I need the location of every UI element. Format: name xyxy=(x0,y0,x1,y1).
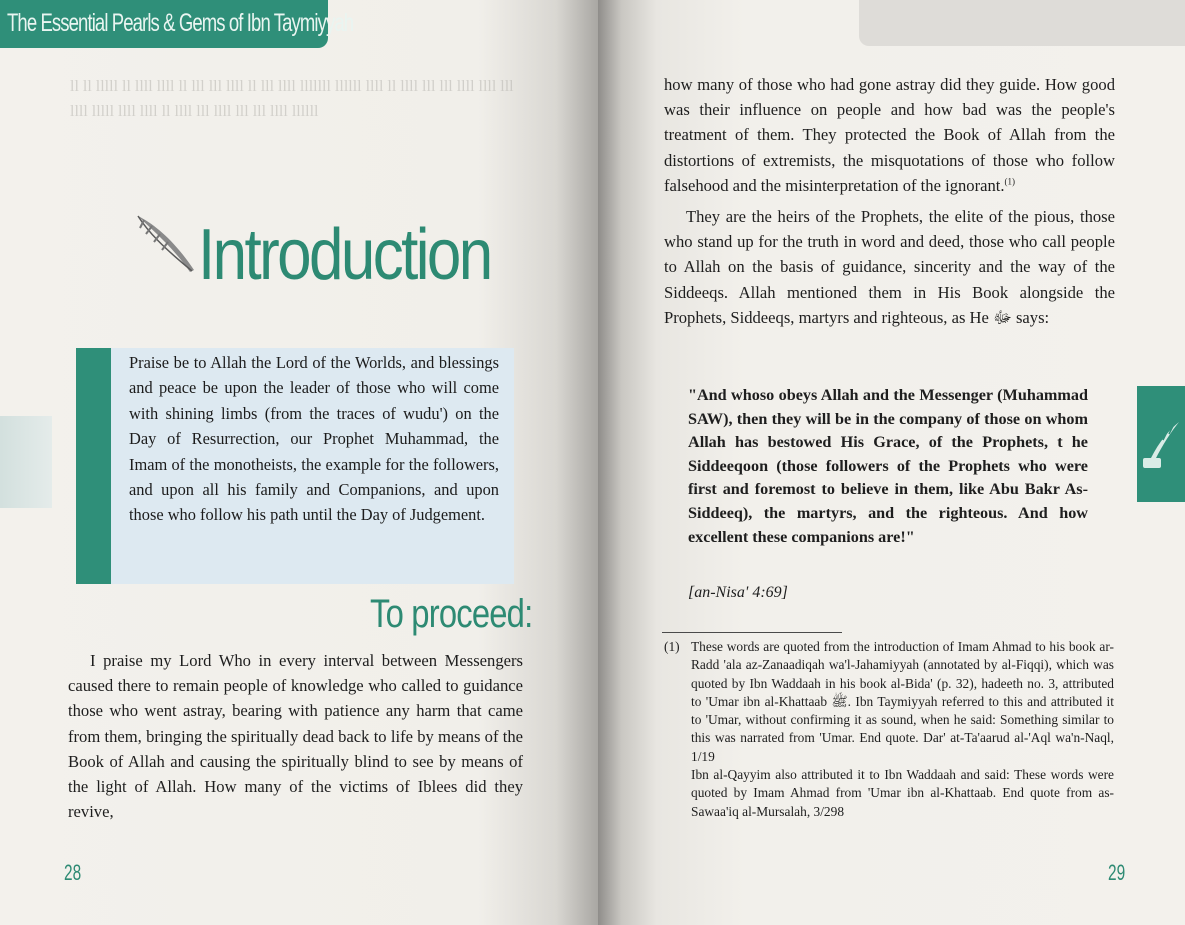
chapter-title: Introduction xyxy=(198,215,491,295)
left-body-paragraph: I praise my Lord Who in every interval between Messengers caused there to remain people of knowledge who called to guidance those who went astray, bearing with patience any harm that came from them, bringing the spiritually dead back to life by means of the Book of Allah and causing the spiritually blind to see by means of the light of Allah. How many of the victims of Iblees did they revive, xyxy=(68,651,523,822)
footnote-marker: (1) xyxy=(664,639,680,654)
running-head-text: The Essential Pearls & Gems of Ibn Taymiyyah xyxy=(7,9,354,37)
right-body-text xyxy=(664,72,1115,330)
opening-box-text xyxy=(129,350,499,528)
quill-inkwell-icon xyxy=(1139,420,1183,472)
footnote-paragraph-2: Ibn al-Qayyim also attributed it to Ibn Waddaah and said: These words were quoted by Imam Ahmad from 'Umar ibn al-Khattaab. End quote from as-Sawaa'iq al-Mursalah, 3/298 xyxy=(691,767,1114,819)
opening-box-bar xyxy=(76,348,111,584)
footnote-reference: (1) xyxy=(1004,176,1016,187)
footnote-body xyxy=(691,638,1114,821)
quote-reference: [an-Nisa' 4:69] xyxy=(688,584,788,601)
running-head-tab xyxy=(859,0,1185,46)
side-tab xyxy=(0,416,52,508)
footnote xyxy=(664,638,1114,821)
right-paragraph-1 xyxy=(664,72,1115,198)
page-number: 28 xyxy=(64,860,82,885)
right-paragraph-2: They are the heirs of the Prophets, the elite of the pious, those who stand up for the truth in word and deed, those who call people to Allah on the basis of guidance, sincerity and the way of the Siddeeqs. Allah mentioned them in His Book alongside the Prophets, Siddeeqs, martyrs and righteous, as He ﷻ says: xyxy=(664,207,1115,327)
quran-quote: "And whoso obeys Allah and the Messenger (Muhammad SAW), then they will be in the company of those on whom Allah has bestowed His Grace, of the Prophets, t he Siddeeqoon (those followers of the Prophets who were first and foremost to believe in them, like Abu Bakr As-Siddeeq), the martyrs, and the righteous. And how excellent these companions are!" xyxy=(688,386,1088,546)
side-tab xyxy=(1137,386,1185,502)
running-head xyxy=(0,0,354,48)
show-through-text: ll ll lllll ll llll llll ll lll lll llll ll lll llll lllllll llllll llll ll llll lll lll llll llll lll llll lllll llll llll ll llll lll llll lll lll llll llllll xyxy=(70,78,514,120)
page-number: 29 xyxy=(1108,860,1126,885)
footnote-divider xyxy=(662,632,842,633)
quill-icon xyxy=(134,214,200,276)
paragraph-text: how many of those who had gone astray did they guide. How good was their influence on people and how bad was the people's treatment of them. They protected the Book of Allah from the distortions of extremists, the misquotations of those who follow falsehood and the misinterpretation of the ignorant. xyxy=(664,75,1115,195)
to-proceed-heading: To proceed: xyxy=(370,592,533,636)
opening-paragraph: Praise be to Allah the Lord of the Worlds, and blessings and peace be upon the leader of those who will come with shining limbs (from the traces of wudu') on the Day of Resurrection, our Prophet Muhammad, the Imam of the monotheists, the example for the followers, and upon all his family and Companions, and upon those who follow his path until the Day of Judgement. xyxy=(129,353,499,525)
footnote-paragraph-1: These words are quoted from the introduction of Imam Ahmad to his book ar-Radd 'ala az-Zanaadiqah wa'l-Jahamiyyah (annotated by al-Fiqqi), which was quoted by Ibn Waddaah in his book al-Bida' (p. 32), hadeeth no. 3, attributed to 'Umar ibn al-Khattaab ﷺ. Ibn Taymiyyah referred to this and attributed it to 'Umar, without confirming it as sound, when he said: Something similar to this was narrated from 'Umar. End quote. Dar' at-Ta'aarud al-'Aql wa'n-Naql, 1/19 xyxy=(691,639,1114,764)
left-body-text xyxy=(68,648,523,824)
